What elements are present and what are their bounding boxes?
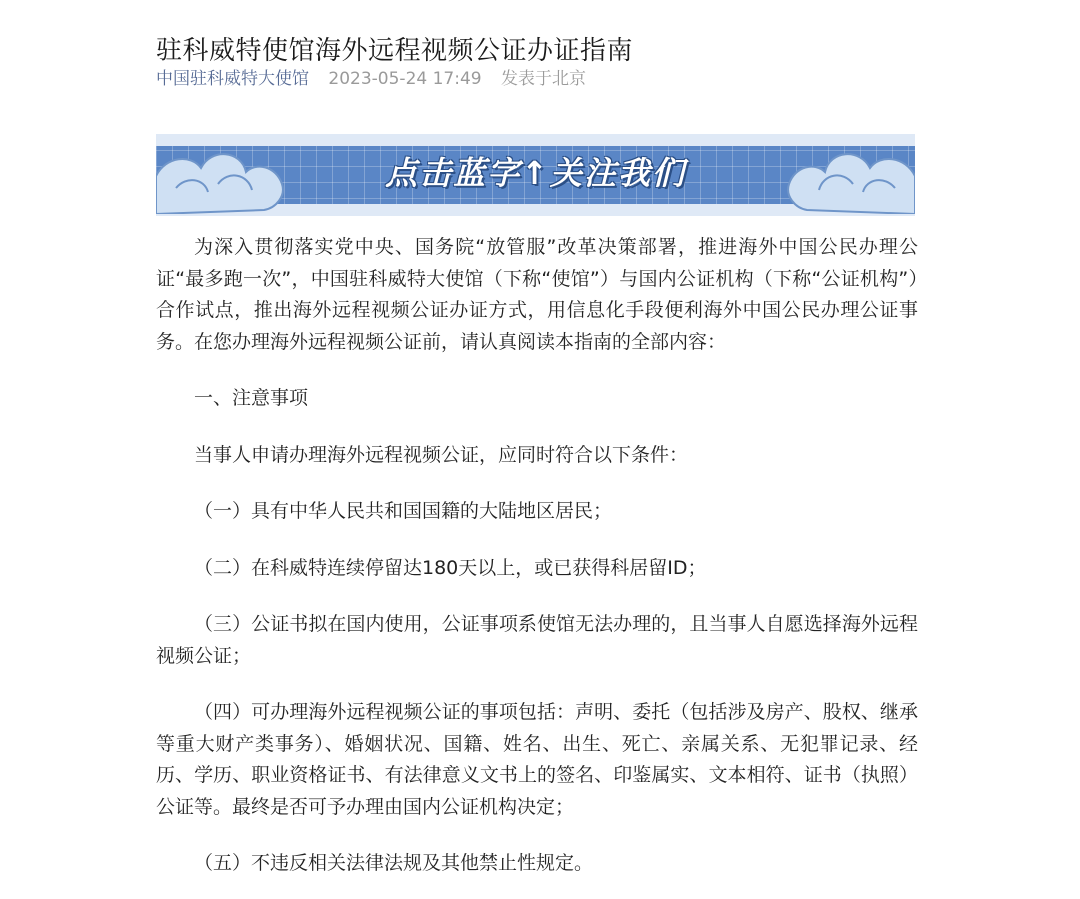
account-name-link[interactable]: 中国驻科威特大使馆 [156, 69, 309, 89]
condition-item: （三）公证书拟在国内使用，公证事项系使馆无法办理的，且当事人自愿选择海外远程视频公证； [156, 613, 918, 667]
intro-paragraph: 为深入贯彻落实党中央、国务院“放管服”改革决策部署，推进海外中国公民办理公证“最多跑一次”，中国驻科威特大使馆（下称“使馆”）与国内公证机构（下称“公证机构”）合作试点，推出海外远程视频公证办证方式，用信息化手段便利海外中国公民办理公证事务。在您办理海外远程视频公证前，请认真阅读本指南的全部内容： [156, 236, 918, 353]
follow-banner[interactable] [156, 134, 915, 216]
article-meta [156, 66, 586, 92]
condition-item: （一）具有中华人民共和国国籍的大陆地区居民； [194, 500, 613, 522]
condition-item: （二）在科威特连续停留达180天以上，或已获得科居留ID； [194, 556, 707, 579]
conditions-intro: 当事人申请办理海外远程视频公证，应同时符合以下条件： [194, 443, 689, 466]
section-heading: 一、注意事项 [194, 387, 309, 409]
article-body [156, 232, 918, 880]
article-title: 驻科威特使馆海外远程视频公证办证指南 [156, 36, 634, 67]
publish-location: 发表于北京 [501, 69, 587, 89]
publish-time: 2023-05-24 17:49 [328, 69, 482, 89]
condition-item: （四）可办理海外远程视频公证的事项包括：声明、委托（包括涉及房产、股权、继承等重大财产类事务）、婚姻状况、国籍、姓名、出生、死亡、亲属关系、无犯罪记录、经历、学历、职业资格证书、有法律意义文书上的签名、印鉴属实、文本相符、证书（执照）公证等。最终是否可予办理由国内公证机构决定； [156, 701, 918, 818]
banner-text: 点击蓝字↑关注我们 [385, 154, 686, 192]
condition-item: （五）不违反相关法律法规及其他禁止性规定。 [194, 852, 594, 874]
